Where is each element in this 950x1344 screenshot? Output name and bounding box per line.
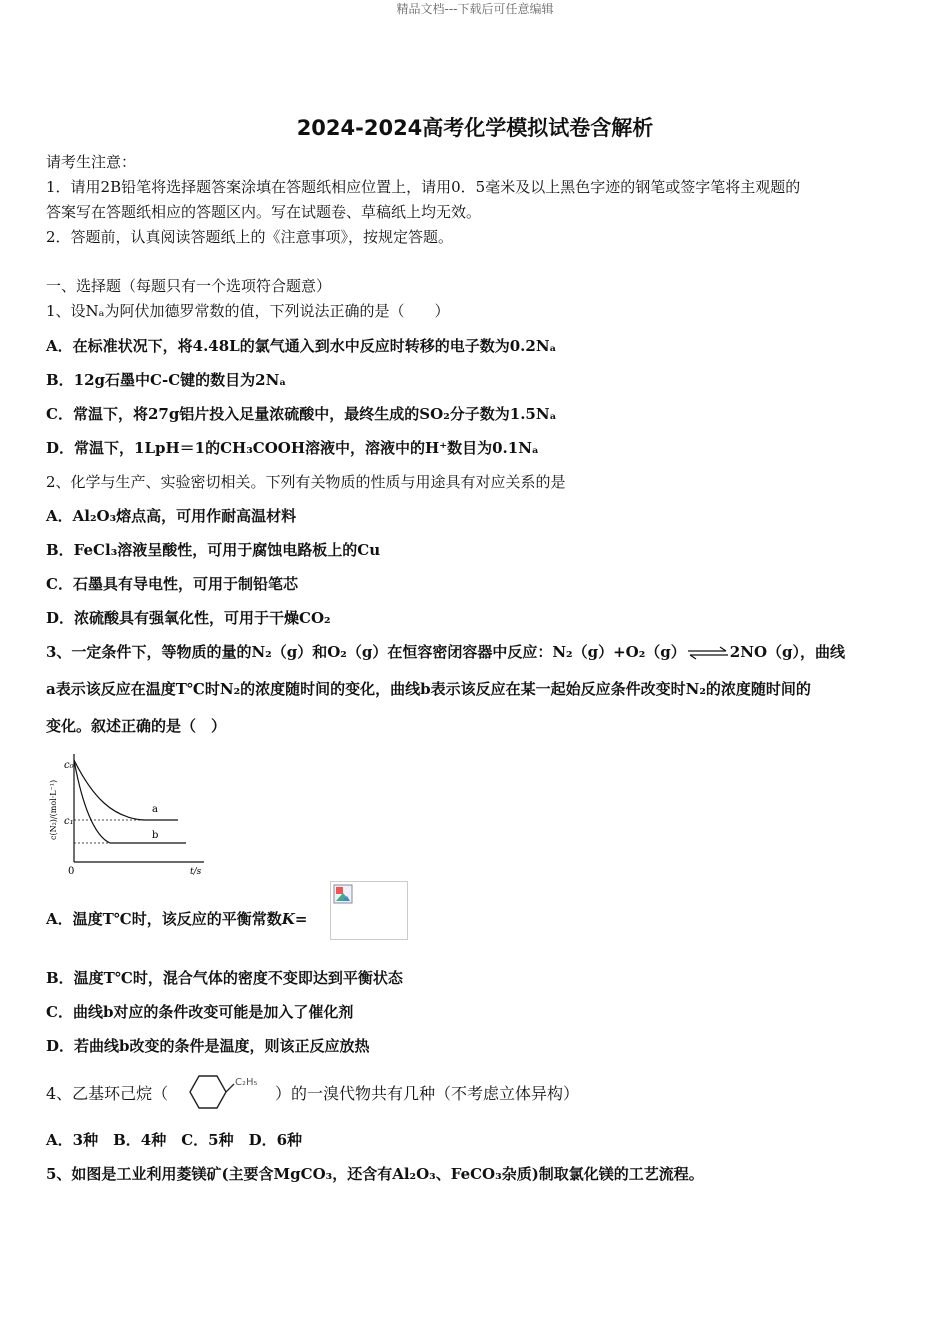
- q2-option-c: C．石墨具有导电性，可用于制铅笔芯: [46, 575, 298, 593]
- page-header: 精品文档---下载后可任意编辑: [396, 2, 554, 16]
- q1-option-b: B．12g石墨中C-C键的数目为2Nₐ: [46, 371, 287, 389]
- section-heading: 一、选择题（每题只有一个选项符合题意）: [46, 277, 332, 295]
- reversible-arrow-icon: [686, 646, 730, 660]
- equals-sign: =: [294, 910, 308, 928]
- q4-options: A．3种 B．4种 C．5种 D．6种: [46, 1131, 303, 1149]
- q4-stem-part-a: 4、乙基环己烷（: [46, 1084, 169, 1103]
- q3-stem-line-3: 变化。叙述正确的是（ ）: [46, 717, 227, 735]
- curve-a: [74, 760, 178, 820]
- notice-heading: 请考生注意：: [46, 153, 137, 171]
- page-title: 2024-2024高考化学模拟试卷含解析: [296, 116, 654, 140]
- q2-option-d: D．浓硫酸具有强氧化性，可用于干燥CO₂: [46, 609, 331, 627]
- q3-stem-part-b: 2NO（g），曲线: [729, 643, 846, 661]
- q3-stem-line-1: [46, 642, 845, 662]
- c0-label: c₀: [64, 760, 74, 771]
- q1-stem: 1、设Nₐ为阿伏加德罗常数的值，下列说法正确的是（ ）: [46, 302, 450, 320]
- q1-option-a: A．在标准状况下，将4.48L的氯气通入到水中反应时转移的电子数为0.2Nₐ: [46, 337, 557, 355]
- notice-line-1a: 1．请用2B铅笔将选择题答案涂填在答题纸相应位置上，请用0．5毫米及以上黑色字迹的钢笔或签字笔将主观题的: [46, 178, 801, 196]
- notice-line-1b: 答案写在答题纸相应的答题区内。写在试题卷、草稿纸上均无效。: [46, 203, 482, 221]
- notice-line-2: 2．答题前，认真阅读答题纸上的《注意事项》，按规定答题。: [46, 228, 454, 246]
- y-axis-label: c(N₂)/(mol·L⁻¹): [49, 779, 58, 840]
- q3-stem-line-2: a表示该反应在温度T℃时N₂的浓度随时间的变化，曲线b表示该反应在某一起始反应条件改变时N₂的浓度随时间的: [46, 680, 811, 698]
- q1-option-c: C．常温下，将27g铝片投入足量浓硫酸中，最终生成的SO₂分子数为1.5Nₐ: [46, 405, 557, 423]
- q2-option-a: A．Al₂O₃熔点高，可用作耐高温材料: [46, 507, 297, 525]
- ethylcyclohexane-structure-icon: [180, 1070, 280, 1114]
- q3-option-b: B．温度T℃时，混合气体的密度不变即达到平衡状态: [46, 969, 403, 987]
- q2-option-b: B．FeCl₃溶液呈酸性，可用于腐蚀电路板上的Cu: [46, 541, 381, 559]
- q3-option-d: D．若曲线b改变的条件是温度，则该正反应放热: [46, 1037, 370, 1055]
- origin-label: 0: [68, 866, 75, 877]
- concentration-time-graph: [44, 748, 214, 880]
- q1-option-d: D．常温下，1LpH＝1的CH₃COOH溶液中，溶液中的H⁺数目为0.1Nₐ: [46, 439, 539, 457]
- x-axis-label: t/s: [190, 867, 202, 877]
- q2-stem: 2、化学与生产、实验密切相关。下列有关物质的性质与用途具有对应关系的是: [46, 473, 566, 491]
- curve-b: [74, 760, 186, 843]
- curve-b-label: b: [152, 830, 159, 841]
- curve-a-label: a: [152, 804, 158, 815]
- broken-image-icon: [333, 884, 353, 904]
- q3-option-a: [46, 909, 307, 929]
- q5-stem: 5、如图是工业利用菱镁矿(主要含MgCO₃，还含有Al₂O₃、FeCO₃杂质)制取氯化镁的工艺流程。: [46, 1165, 704, 1183]
- q3-option-a-text: A．温度T℃时，该反应的平衡常数: [46, 910, 282, 928]
- equilibrium-k-symbol: K: [281, 910, 295, 928]
- formula-image-placeholder: [330, 881, 408, 940]
- q3-option-c: C．曲线b对应的条件改变可能是加入了催化剂: [46, 1003, 354, 1021]
- q4-stem-part-b: ）的一溴代物共有几种（不考虑立体异构）: [275, 1084, 580, 1103]
- q3-stem-part-a: 3、一定条件下，等物质的量的N₂（g）和O₂（g）在恒容密闭容器中反应：N₂（g）+O₂（g）: [46, 643, 686, 661]
- substituent-label: C₂H₅: [235, 1077, 258, 1088]
- c1-label: c₁: [64, 816, 74, 827]
